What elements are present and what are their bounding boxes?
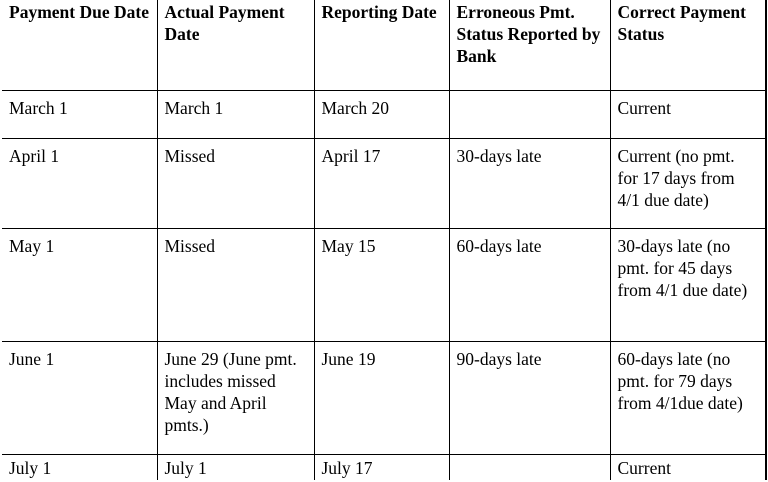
- table-row: [2, 454, 766, 480]
- cell-reporting-date: April 17: [314, 138, 449, 228]
- cell-correct-status: 30-days late (no pmt. for 45 days from 4/1 due date): [610, 228, 766, 341]
- cell-correct-status: Current (no pmt. for 17 days from 4/1 due date): [610, 138, 766, 228]
- cell-actual-payment: June 29 (June pmt. includes missed May and April pmts.): [157, 341, 314, 454]
- table-header: [2, 0, 766, 90]
- table-row: [2, 341, 766, 454]
- header-reporting-date: Reporting Date: [314, 0, 449, 90]
- header-payment-due-date: Payment Due Date: [2, 0, 157, 90]
- cell-correct-status: Current: [610, 90, 766, 138]
- cell-erroneous-status: 30-days late: [449, 138, 610, 228]
- header-actual-payment-date: Actual Payment Date: [157, 0, 314, 90]
- cell-reporting-date: March 20: [314, 90, 449, 138]
- payment-status-table: [2, 0, 767, 480]
- cell-actual-payment: March 1: [157, 90, 314, 138]
- cell-actual-payment: Missed: [157, 138, 314, 228]
- cell-due-date: April 1: [2, 138, 157, 228]
- cell-due-date: March 1: [2, 90, 157, 138]
- cell-actual-payment: July 1: [157, 454, 314, 480]
- table-row: [2, 90, 766, 138]
- cell-due-date: July 1: [2, 454, 157, 480]
- cell-erroneous-status: 90-days late: [449, 341, 610, 454]
- cell-erroneous-status: 60-days late: [449, 228, 610, 341]
- cell-erroneous-status: [449, 90, 610, 138]
- table-row: [2, 228, 766, 341]
- cell-correct-status: Current: [610, 454, 766, 480]
- header-correct-status: Correct Payment Status: [610, 0, 766, 90]
- cell-correct-status: 60-days late (no pmt. for 79 days from 4/1due date): [610, 341, 766, 454]
- header-erroneous-status: Erroneous Pmt. Status Reported by Bank: [449, 0, 610, 90]
- cell-reporting-date: June 19: [314, 341, 449, 454]
- table-row: [2, 138, 766, 228]
- cell-due-date: May 1: [2, 228, 157, 341]
- cell-actual-payment: Missed: [157, 228, 314, 341]
- cell-reporting-date: May 15: [314, 228, 449, 341]
- table-body: [2, 90, 766, 480]
- cell-erroneous-status: [449, 454, 610, 480]
- cell-due-date: June 1: [2, 341, 157, 454]
- cell-reporting-date: July 17: [314, 454, 449, 480]
- header-row: [2, 0, 766, 90]
